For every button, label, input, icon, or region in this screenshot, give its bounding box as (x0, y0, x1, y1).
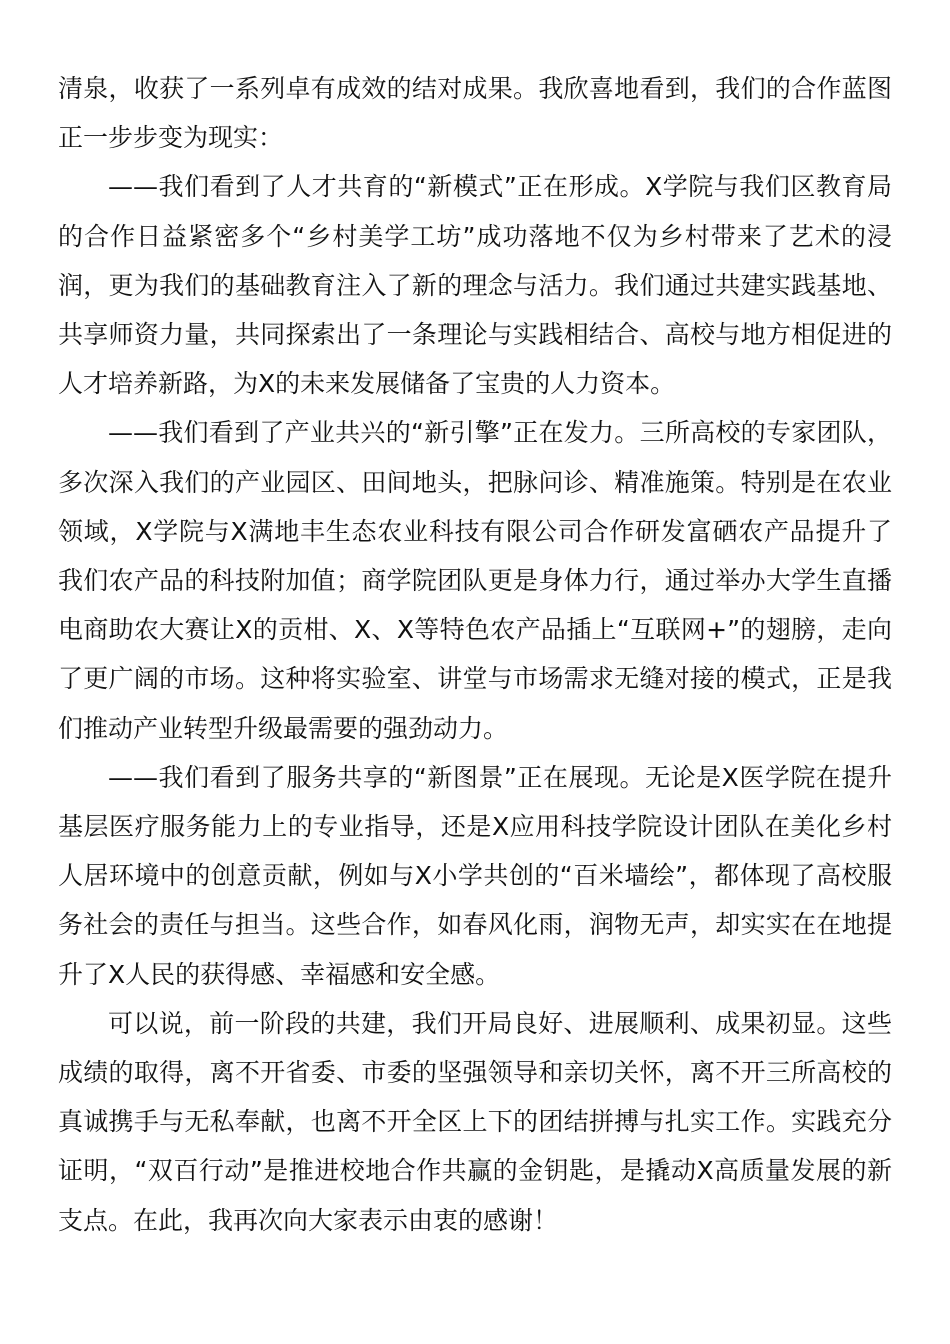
paragraph-industry-revitalization: ——我们看到了产业共兴的“新引擎”正在发力。三所高校的专家团队，多次深入我们的产业园区、田间地头，把脉问诊、精准施策。特别是在农业领域，X学院与X满地丰生态农业科技有限公司合作研发富硒农产品提升了我们农产品的科技附加值；商学院团队更是身体力行，通过举办大学生直播电商助农大赛让X的贡柑、X、X等特色农产品插上“互联网+”的翅膀，走向了更广阔的市场。这种将实验室、讲堂与市场需求无缝对接的模式，正是我们推动产业转型升级最需要的强劲动力。 (58, 418, 892, 743)
paragraph-summary-thanks: 可以说，前一阶段的共建，我们开局良好、进展顺利、成果初显。这些成绩的取得，离不开省委、市委的坚强领导和亲切关怀，离不开三所高校的真诚携手与无私奉献，也离不开全区上下的团结拼搏与扎实工作。实践充分证明，“双百行动”是推进校地合作共赢的金钥匙，是撬动X高质量发展的新支点。在此，我再次向大家表示由衷的感谢！ (58, 1008, 892, 1235)
paragraph-talent-cultivation: ——我们看到了人才共育的“新模式”正在形成。X学院与我们区教育局的合作日益紧密多个“乡村美学工坊”成功落地不仅为乡村带来了艺术的浸润，更为我们的基础教育注入了新的理念与活力。我们通过共建实践基地、共享师资力量，共同探索出了一条理论与实践相结合、高校与地方相促进的人才培养新路，为X的未来发展储备了宝贵的人力资本。 (58, 172, 892, 399)
document-page (58, 64, 892, 1245)
paragraph-continuation: 清泉，收获了一系列卓有成效的结对成果。我欣喜地看到，我们的合作蓝图正一步步变为现实： (58, 74, 892, 153)
paragraph-service-sharing: ——我们看到了服务共享的“新图景”正在展现。无论是X医学院在提升基层医疗服务能力上的专业指导，还是X应用科技学院设计团队在美化乡村人居环境中的创意贡献，例如与X小学共创的“百米墙绘”，都体现了高校服务社会的责任与担当。这些合作，如春风化雨，润物无声，却实实在在地提升了X人民的获得感、幸福感和安全感。 (58, 762, 892, 989)
